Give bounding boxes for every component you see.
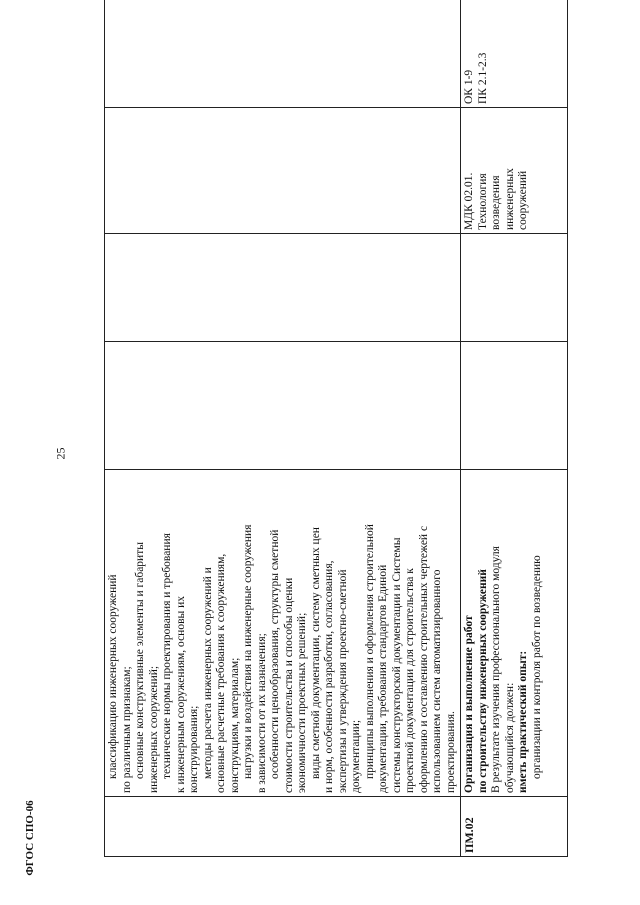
competency-cell [105,0,461,108]
content-cell [461,470,568,797]
content-line: методы расчета инженерных сооружений и [201,567,214,779]
content-line: системы конструкторской документации и Системы [390,537,403,793]
table-row [105,0,461,857]
content-line: обучающийся должен: [503,682,516,793]
content-line: особенности ценообразования, структуры сметной [269,529,281,779]
content-line: иметь практический опыт: [517,650,529,793]
content-line: В результате изучения профессионального модуля [490,546,502,793]
content-line: оформлению и составлению строительных чертежей с [417,525,430,793]
content-line: к инженерным сооружениям, основы их [174,595,187,793]
discipline-lines [463,111,531,230]
content-line: возведения [490,175,502,230]
content-line: инженерных сооружений; [147,665,160,793]
content-line: принципы выполнения и оформления строительной [363,524,376,779]
content-line: ПК 2.1-2.3 [476,52,489,104]
content-line: классификацию инженерных сооружений [107,574,119,779]
content-line: ОК 1-9 [463,69,475,104]
content-line: нагрузки и воздействия на инженерные сооружения [242,524,254,779]
module-title-line: по строительству инженерных сооружений [476,569,489,793]
curriculum-table [104,0,568,857]
content-line: конструкциям, материалам; [228,657,241,793]
content-line: основные расчетные требования к сооружениям, [215,553,227,793]
content-line: в зависимости от их назначения; [255,633,268,793]
competency-cell [461,0,568,108]
content-line: документации, требования стандартов Единой [377,564,389,793]
content-cell [105,470,461,797]
content-line: экономичности проектных решений; [296,612,308,793]
content-line: МДК 02.01. [463,172,475,230]
page-number: 25 [53,447,68,460]
content-line: проектной документации для строительства к [404,568,416,793]
discipline-cell [461,108,568,234]
content-line: инженерных [503,168,516,230]
empty-cell [461,234,568,342]
competency-lines [463,0,490,104]
content-line: по различным признакам; [120,666,133,793]
content-line: виды сметной документации, систему сметных цен [309,527,322,779]
content-line: документации; [350,719,362,793]
module-title-line: Организация и выполнение работ [463,615,475,793]
module-code-cell [105,797,461,857]
empty-cell [461,342,568,470]
table-row [461,0,568,857]
rotated-table-frame [104,37,543,857]
empty-cell [105,342,461,470]
content-line: экспертизы и утверждения проектно-сметной [336,569,349,793]
footer-standard: ФГОС СПО-06 [24,800,36,876]
content-line: основные конструктивные элементы и габариты [134,542,146,779]
content-line: Технология [476,173,489,230]
content-line: и норм, особенности разработки, согласования, [323,560,335,793]
empty-cell [105,234,461,342]
content-line: стоимости строительства и способы оценки [282,577,295,793]
content-line: проектирования. [444,711,457,793]
content-lines [107,473,458,793]
content-line: организации и контроля работ по возведению [530,555,543,779]
content-line: технические нормы проектирования и требования [161,533,173,779]
discipline-cell [105,108,461,234]
module-code-cell: ПМ.02 [461,797,568,857]
content-line: использованием систем автоматизированного [431,569,443,793]
content-line: конструирования; [188,705,200,793]
content-line: сооружений [517,170,529,230]
